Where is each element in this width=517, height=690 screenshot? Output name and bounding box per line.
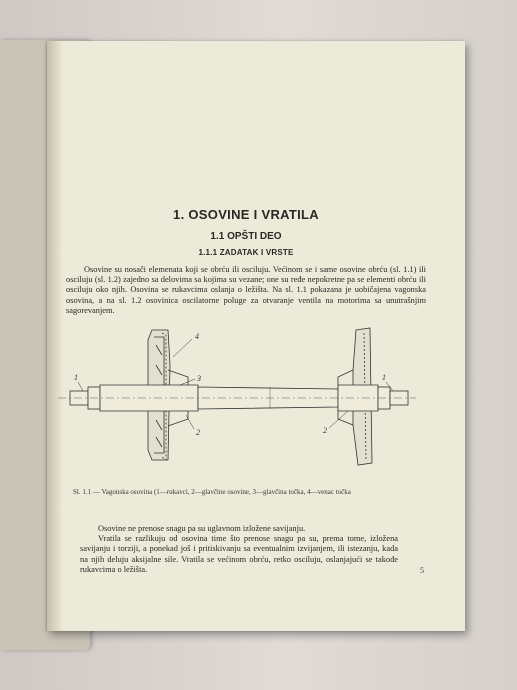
axle-figure (48, 325, 418, 475)
paragraph-2: Osovine ne prenose snagu pa su uglavnom izložene savijanju. (98, 524, 306, 533)
figure-label-2-right: 2 (323, 426, 327, 435)
figure-label-1-right: 1 (382, 373, 386, 382)
chapter-title: 1. OSOVINE I VRATILA (173, 207, 319, 222)
subsection-title: 1.1.1 ZADATAK I VRSTE (198, 248, 294, 257)
figure-caption: Sl. 1.1 — Vagonska osovina (1—rukavci, 2—glavčine osovine, 3—glavčina točka, 4—venac točka (73, 488, 351, 496)
figure-label-1: 1 (74, 373, 78, 382)
intro-paragraph: Osovine su nosači elemenata koji se obrću ili osciluju. Većinom se i same osovine obrću (sl. 1.1) ili osciluju (sl. 1.2) zajedno sa delovima sa kojima su vezane; one su ređe nepokretne pa se elementi obrću ili osciluju oko njih. Osovina se rukavcima oslanja o ležišta. Na sl. 1.1 pokazana je uobičajena vagonska osovina, a na sl. 1.2 osovinica oscilatorne poluge za otvaranje ventila na motorima sa unutrašnjim sagorevanjem. (66, 265, 426, 315)
page-number: 5 (420, 566, 424, 575)
figure-label-2-left: 2 (196, 428, 200, 437)
paragraph-3: Vratila se razlikuju od osovina time što prenose snagu pa su, prema tome, izložena savijanju i torziji, a ponekad još i pritiskivanju sa eventualnim izvijanjem, ili istezanju, kada na njih deluju aksijalne sile. Vratila se većinom obrću, retko osciluju, oslanjajući se takođe rukavcima o ležišta. (80, 534, 398, 574)
lower-text (80, 524, 398, 575)
figure-label-4: 4 (195, 332, 199, 341)
figure-label-3: 3 (197, 374, 201, 383)
section-title: 1.1 OPŠTI DEO (210, 231, 282, 242)
page-content (66, 150, 426, 316)
